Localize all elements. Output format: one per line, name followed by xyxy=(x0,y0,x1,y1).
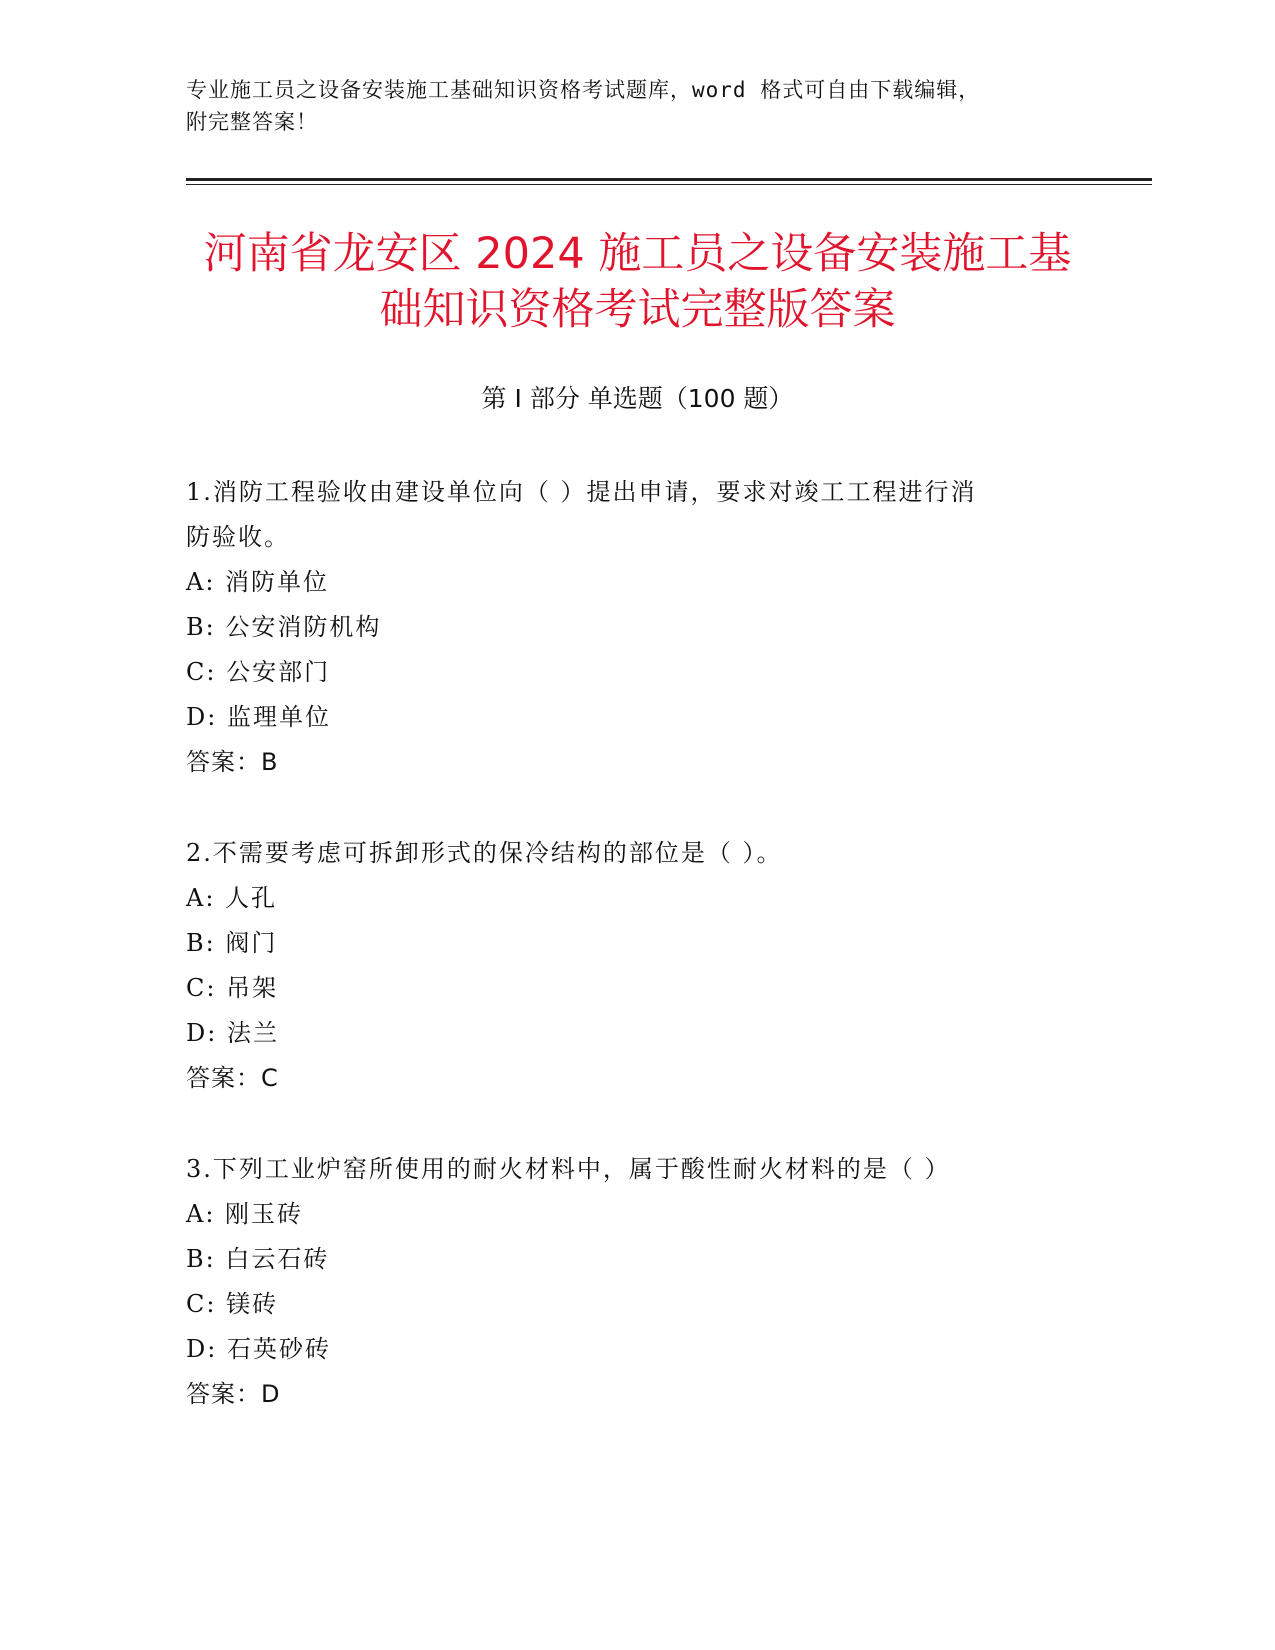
header-note xyxy=(186,74,1086,138)
question-stem xyxy=(186,470,1086,560)
option-d: D: 石英砂砖 xyxy=(186,1335,331,1363)
header-divider-thick xyxy=(186,178,1152,181)
document-title xyxy=(150,226,1125,338)
answer: 答案：D xyxy=(186,1380,281,1408)
option-a: A: 人孔 xyxy=(186,884,278,912)
question-stem xyxy=(186,831,1086,876)
question-stem xyxy=(186,1147,1086,1192)
document-title-line-1: 河南省龙安区 2024 施工员之设备安装施工基 xyxy=(203,229,1072,279)
answer: 答案：B xyxy=(186,748,279,776)
option-b: B: 白云石砖 xyxy=(186,1245,330,1273)
option-d: D: 监理单位 xyxy=(186,703,331,731)
question-stem-line-1: 1.消防工程验收由建设单位向（ ）提出申请，要求对竣工工程进行消 xyxy=(186,478,977,506)
option-c: C: 公安部门 xyxy=(186,658,331,686)
option-d: D: 法兰 xyxy=(186,1019,279,1047)
header-divider-thin xyxy=(186,184,1152,185)
option-a: A: 消防单位 xyxy=(186,568,330,596)
question-list xyxy=(186,470,1086,1463)
option-c: C: 吊架 xyxy=(186,974,279,1002)
question-3 xyxy=(186,1147,1086,1417)
question-stem-line-1: 2.不需要考虑可拆卸形式的保冷结构的部位是（ ）。 xyxy=(186,839,783,867)
question-stem-line-2: 防验收。 xyxy=(186,523,290,551)
document-title-line-2: 础知识资格考试完整版答案 xyxy=(379,285,896,335)
question-stem-line-1: 3.下列工业炉窑所使用的耐火材料中，属于酸性耐火材料的是（ ） xyxy=(186,1155,951,1183)
header-note-line-2: 附完整答案！ xyxy=(186,110,318,134)
section-heading: 第 I 部分 单选题（100 题） xyxy=(481,384,794,413)
answer: 答案：C xyxy=(186,1064,279,1092)
option-b: B: 公安消防机构 xyxy=(186,613,382,641)
option-c: C: 镁砖 xyxy=(186,1290,279,1318)
option-b: B: 阀门 xyxy=(186,929,278,957)
header-note-line-1: 专业施工员之设备安装施工基础知识资格考试题库，word 格式可自由下载编辑， xyxy=(186,78,981,102)
option-a: A: 刚玉砖 xyxy=(186,1200,304,1228)
question-2 xyxy=(186,831,1086,1101)
question-1 xyxy=(186,470,1086,785)
